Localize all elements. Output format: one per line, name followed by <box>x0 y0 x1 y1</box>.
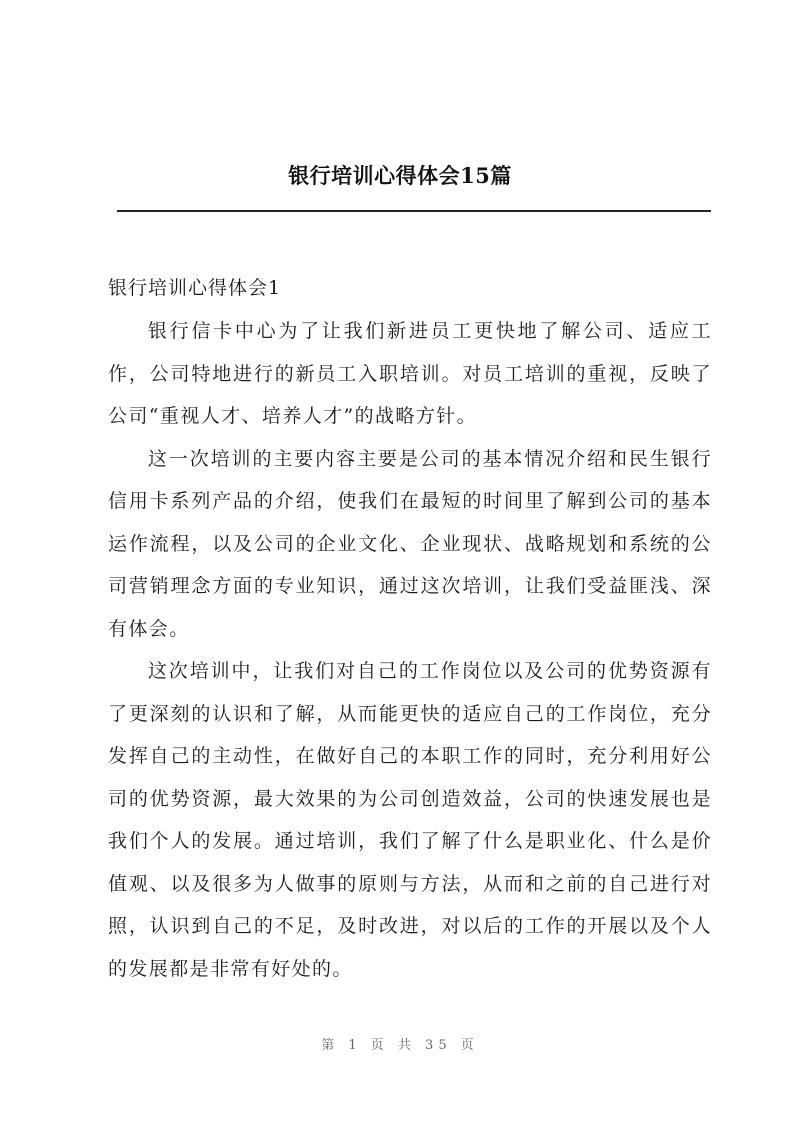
document-body <box>108 272 712 990</box>
paragraph-3: 这次培训中，让我们对自己的工作岗位以及公司的优势资源有了更深刻的认识和了解，从而能更快的适应自己的工作岗位，充分发挥自己的主动性，在做好自己的本职工作的同时，充分利用好公司的优势资源，最大效果的为公司创造效益，公司的快速发展也是我们个人的发展。通过培训，我们了解了什么是职业化、什么是价值观、以及很多为人做事的原则与方法，从而和之前的自己进行对照，认识到自己的不足，及时改进，对以后的工作的开展以及个人的发展都是非常有好处的。 <box>108 660 712 980</box>
page-footer: 第 1 页 共 35 页 <box>321 1038 479 1053</box>
paragraph-1: 银行信卡中心为了让我们新进员工更快地了解公司、适应工作，公司特地进行的新员工入职培训。对员工培训的重视，反映了公司“重视人才、培养人才”的战略方针。 <box>108 320 712 427</box>
section-heading: 银行培训心得体会1 <box>108 277 282 299</box>
title-divider <box>117 210 711 212</box>
paragraph-2: 这一次培训的主要内容主要是公司的基本情况介绍和民生银行信用卡系列产品的介绍，使我们在最短的时间里了解到公司的基本运作流程，以及公司的企业文化、企业现状、战略规划和系统的公司营销理念方面的专业知识，通过这次培训，让我们受益匪浅、深有体会。 <box>108 447 712 640</box>
document-title: 银行培训心得体会15篇 <box>288 163 512 188</box>
